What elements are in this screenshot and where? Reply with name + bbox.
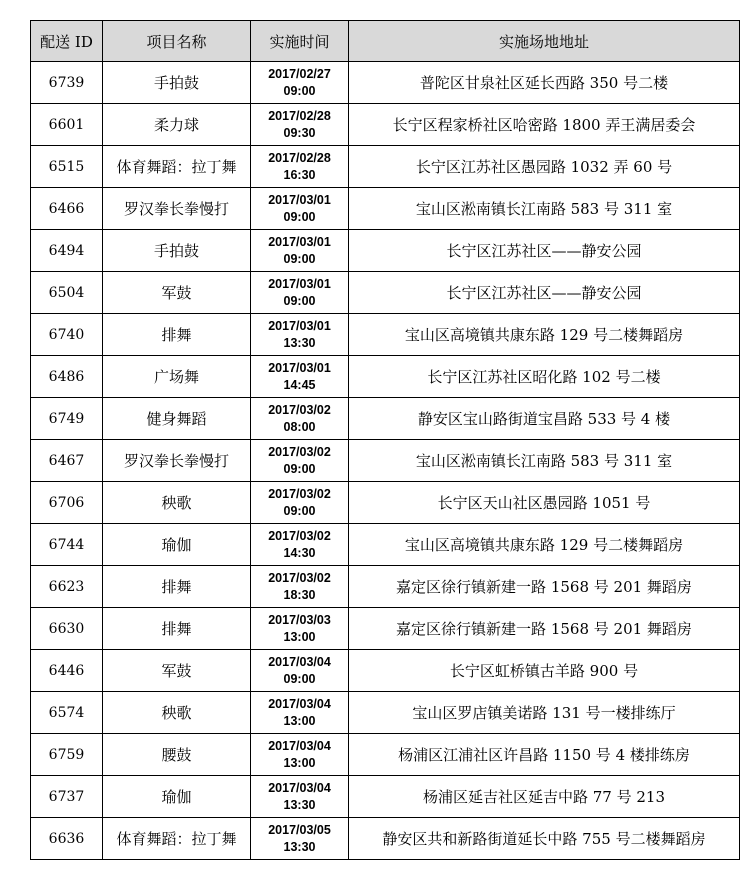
row-date-text: 2017/03/01 <box>268 276 331 291</box>
row-id: 6466 <box>31 188 103 230</box>
row-project-name: 罗汉拳长拳慢打 <box>103 188 251 230</box>
row-address: 长宁区虹桥镇古羊路 900 号 <box>349 650 740 692</box>
header-row <box>31 21 740 62</box>
table-row <box>31 314 740 356</box>
row-date-text: 2017/03/01 <box>268 360 331 375</box>
row-time <box>251 356 349 398</box>
row-project-name: 瑜伽 <box>103 524 251 566</box>
row-date-text: 2017/03/04 <box>268 738 331 753</box>
row-time <box>251 272 349 314</box>
row-address: 宝山区高境镇共康东路 129 号二楼舞蹈房 <box>349 524 740 566</box>
row-time <box>251 566 349 608</box>
row-address: 杨浦区延吉社区延吉中路 77 号 213 <box>349 776 740 818</box>
table-row <box>31 524 740 566</box>
table-body <box>31 62 740 860</box>
row-id: 6486 <box>31 356 103 398</box>
row-id: 6601 <box>31 104 103 146</box>
row-project-name: 腰鼓 <box>103 734 251 776</box>
row-time-text: 18:30 <box>283 587 316 602</box>
row-id: 6467 <box>31 440 103 482</box>
schedule-table <box>30 20 740 860</box>
row-address: 长宁区江苏社区愚园路 1032 弄 60 号 <box>349 146 740 188</box>
row-time-text: 09:00 <box>283 671 316 686</box>
row-address: 宝山区高境镇共康东路 129 号二楼舞蹈房 <box>349 314 740 356</box>
row-time-text: 09:00 <box>283 83 316 98</box>
row-address: 长宁区天山社区愚园路 1051 号 <box>349 482 740 524</box>
row-id: 6737 <box>31 776 103 818</box>
row-project-name: 体育舞蹈：拉丁舞 <box>103 146 251 188</box>
row-id: 6630 <box>31 608 103 650</box>
row-project-name: 秧歌 <box>103 692 251 734</box>
row-time-text: 09:00 <box>283 293 316 308</box>
table-row <box>31 188 740 230</box>
row-address: 杨浦区江浦社区许昌路 1150 号 4 楼排练房 <box>349 734 740 776</box>
row-date-text: 2017/03/01 <box>268 192 331 207</box>
row-project-name: 排舞 <box>103 314 251 356</box>
row-time <box>251 146 349 188</box>
table-row <box>31 104 740 146</box>
table-row <box>31 62 740 104</box>
row-time-text: 09:00 <box>283 251 316 266</box>
row-time <box>251 482 349 524</box>
row-address: 长宁区程家桥社区哈密路 1800 弄王满居委会 <box>349 104 740 146</box>
table-row <box>31 146 740 188</box>
row-id: 6740 <box>31 314 103 356</box>
row-date-text: 2017/02/28 <box>268 150 331 165</box>
row-time <box>251 650 349 692</box>
row-date-text: 2017/03/04 <box>268 780 331 795</box>
row-address: 长宁区江苏社区昭化路 102 号二楼 <box>349 356 740 398</box>
table-row <box>31 608 740 650</box>
row-date-text: 2017/03/04 <box>268 654 331 669</box>
row-time-text: 16:30 <box>283 167 316 182</box>
row-date-text: 2017/03/01 <box>268 318 331 333</box>
table-row <box>31 776 740 818</box>
row-id: 6636 <box>31 818 103 860</box>
row-address: 普陀区甘泉社区延长西路 350 号二楼 <box>349 62 740 104</box>
row-time-text: 09:30 <box>283 125 316 140</box>
row-time <box>251 608 349 650</box>
row-time <box>251 398 349 440</box>
row-time-text: 09:00 <box>283 461 316 476</box>
row-address: 长宁区江苏社区——静安公园 <box>349 272 740 314</box>
row-time-text: 14:45 <box>283 377 316 392</box>
row-time-text: 14:30 <box>283 545 316 560</box>
row-address: 宝山区淞南镇长江南路 583 号 311 室 <box>349 440 740 482</box>
row-address: 宝山区淞南镇长江南路 583 号 311 室 <box>349 188 740 230</box>
row-address: 嘉定区徐行镇新建一路 1568 号 201 舞蹈房 <box>349 566 740 608</box>
header-address: 实施场地地址 <box>349 21 740 62</box>
row-project-name: 排舞 <box>103 608 251 650</box>
row-time <box>251 62 349 104</box>
row-date-text: 2017/02/27 <box>268 66 331 81</box>
row-project-name: 手拍鼓 <box>103 62 251 104</box>
header-name: 项目名称 <box>103 21 251 62</box>
row-address: 静安区宝山路街道宝昌路 533 号 4 楼 <box>349 398 740 440</box>
row-time <box>251 692 349 734</box>
row-time <box>251 104 349 146</box>
row-time-text: 13:30 <box>283 797 316 812</box>
row-date-text: 2017/03/02 <box>268 402 331 417</box>
row-id: 6749 <box>31 398 103 440</box>
table-row <box>31 356 740 398</box>
row-time-text: 13:00 <box>283 713 316 728</box>
table-row <box>31 818 740 860</box>
table-row <box>31 272 740 314</box>
row-time-text: 13:30 <box>283 335 316 350</box>
row-date-text: 2017/03/03 <box>268 612 331 627</box>
row-date-text: 2017/03/02 <box>268 528 331 543</box>
row-id: 6706 <box>31 482 103 524</box>
row-time <box>251 524 349 566</box>
row-date-text: 2017/03/02 <box>268 570 331 585</box>
row-project-name: 军鼓 <box>103 272 251 314</box>
table-row <box>31 650 740 692</box>
row-id: 6744 <box>31 524 103 566</box>
row-id: 6515 <box>31 146 103 188</box>
row-time <box>251 776 349 818</box>
row-id: 6759 <box>31 734 103 776</box>
row-time <box>251 314 349 356</box>
row-time-text: 13:00 <box>283 629 316 644</box>
row-project-name: 秧歌 <box>103 482 251 524</box>
row-address: 嘉定区徐行镇新建一路 1568 号 201 舞蹈房 <box>349 608 740 650</box>
row-time-text: 09:00 <box>283 503 316 518</box>
row-project-name: 手拍鼓 <box>103 230 251 272</box>
row-time-text: 09:00 <box>283 209 316 224</box>
table-row <box>31 440 740 482</box>
row-project-name: 柔力球 <box>103 104 251 146</box>
row-date-text: 2017/02/28 <box>268 108 331 123</box>
table-row <box>31 566 740 608</box>
row-address: 静安区共和新路街道延长中路 755 号二楼舞蹈房 <box>349 818 740 860</box>
row-time <box>251 188 349 230</box>
row-date-text: 2017/03/04 <box>268 696 331 711</box>
row-project-name: 军鼓 <box>103 650 251 692</box>
row-address: 长宁区江苏社区——静安公园 <box>349 230 740 272</box>
row-project-name: 广场舞 <box>103 356 251 398</box>
row-project-name: 健身舞蹈 <box>103 398 251 440</box>
row-time-text: 13:00 <box>283 755 316 770</box>
row-address: 宝山区罗店镇美诺路 131 号一楼排练厅 <box>349 692 740 734</box>
row-date-text: 2017/03/02 <box>268 486 331 501</box>
row-time <box>251 440 349 482</box>
row-date-text: 2017/03/01 <box>268 234 331 249</box>
row-id: 6574 <box>31 692 103 734</box>
row-id: 6504 <box>31 272 103 314</box>
row-time <box>251 734 349 776</box>
row-id: 6623 <box>31 566 103 608</box>
row-project-name: 瑜伽 <box>103 776 251 818</box>
row-project-name: 罗汉拳长拳慢打 <box>103 440 251 482</box>
row-time-text: 13:30 <box>283 839 316 854</box>
table-row <box>31 482 740 524</box>
row-time-text: 08:00 <box>283 419 316 434</box>
header-id: 配送 ID <box>31 21 103 62</box>
table-row <box>31 230 740 272</box>
row-id: 6494 <box>31 230 103 272</box>
row-project-name: 体育舞蹈：拉丁舞 <box>103 818 251 860</box>
table-row <box>31 692 740 734</box>
row-time <box>251 818 349 860</box>
table-row <box>31 734 740 776</box>
row-id: 6446 <box>31 650 103 692</box>
row-id: 6739 <box>31 62 103 104</box>
table-row <box>31 398 740 440</box>
row-time <box>251 230 349 272</box>
header-time: 实施时间 <box>251 21 349 62</box>
row-date-text: 2017/03/02 <box>268 444 331 459</box>
row-project-name: 排舞 <box>103 566 251 608</box>
row-date-text: 2017/03/05 <box>268 822 331 837</box>
